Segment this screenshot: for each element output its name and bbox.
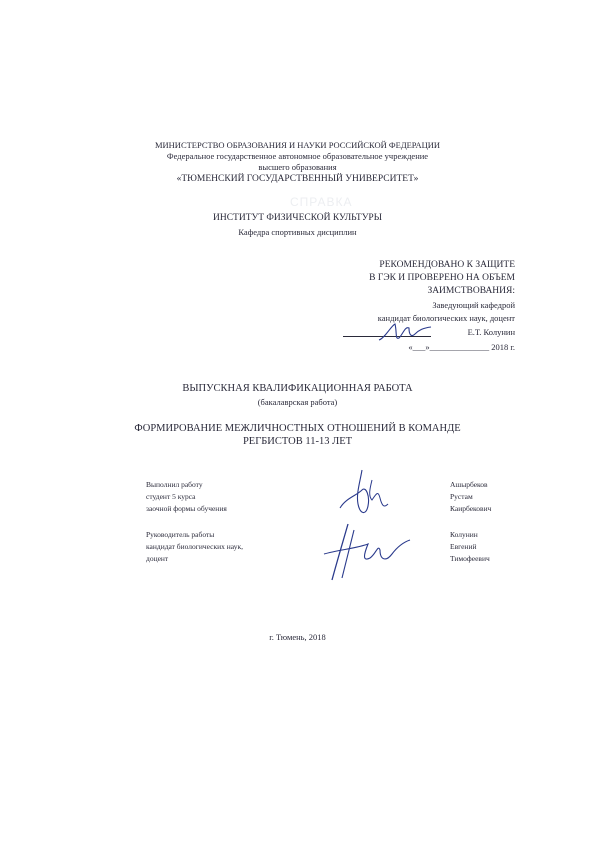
department-name: Кафедра спортивных дисциплин bbox=[238, 227, 357, 237]
work-subtype: (бакалаврская работа) bbox=[257, 397, 338, 407]
education-level-line: высшего образования bbox=[258, 162, 337, 172]
approval-line-1: РЕКОМЕНДОВАНО К ЗАЩИТЕ bbox=[379, 260, 515, 270]
bleed-through-watermark: СПРАВКА bbox=[290, 195, 353, 209]
approval-date: «___»______________ 2018 г. bbox=[408, 342, 515, 352]
thesis-title-line-2: РЕГБИСТОВ 11-13 ЛЕТ bbox=[242, 436, 353, 447]
author-first-name: Рустам bbox=[450, 492, 473, 501]
work-type: ВЫПУСКНАЯ КВАЛИФИКАЦИОННАЯ РАБОТА bbox=[182, 383, 413, 394]
approval-name: Е.Т. Колунин bbox=[467, 327, 515, 337]
supervisor-label-3: доцент bbox=[146, 554, 169, 563]
approval-degree: кандидат биологических наук, доцент bbox=[377, 313, 515, 323]
university-name: «ТЮМЕНСКИЙ ГОСУДАРСТВЕННЫЙ УНИВЕРСИТЕТ» bbox=[176, 174, 419, 184]
author-signature bbox=[332, 468, 392, 524]
author-label-2: студент 5 курса bbox=[146, 492, 196, 501]
supervisor-label-2: кандидат биологических наук, bbox=[146, 542, 243, 551]
supervisor-patronymic: Тимофеевич bbox=[450, 554, 490, 563]
city-year: г. Тюмень, 2018 bbox=[269, 632, 326, 642]
author-patronymic: Каирбекович bbox=[450, 504, 492, 513]
thesis-title-line-1: ФОРМИРОВАНИЕ МЕЖЛИЧНОСТНЫХ ОТНОШЕНИЙ В КОМАНДЕ bbox=[134, 423, 461, 434]
supervisor-first-name: Евгений bbox=[450, 542, 477, 551]
ministry-line: МИНИСТЕРСТВО ОБРАЗОВАНИЯ И НАУКИ РОССИЙСКОЙ ФЕДЕРАЦИИ bbox=[154, 140, 441, 150]
approval-position: Заведующий кафедрой bbox=[432, 300, 515, 310]
author-label-3: заочной формы обучения bbox=[146, 504, 227, 513]
institute-name: ИНСТИТУТ ФИЗИЧЕСКОЙ КУЛЬТУРЫ bbox=[212, 213, 382, 223]
approval-line-3: ЗАИМСТВОВАНИЯ: bbox=[427, 286, 515, 296]
supervisor-signature bbox=[318, 520, 414, 586]
approval-line-2: В ГЭК И ПРОВЕРЕНО НА ОБЪЕМ bbox=[369, 273, 515, 283]
author-surname: Ашырбеков bbox=[450, 480, 488, 489]
institution-type-line: Федеральное государственное автономное образовательное учреждение bbox=[166, 151, 429, 161]
supervisor-surname: Колунин bbox=[450, 530, 478, 539]
author-label-1: Выполнил работу bbox=[146, 480, 203, 489]
supervisor-label-1: Руководитель работы bbox=[146, 530, 215, 539]
